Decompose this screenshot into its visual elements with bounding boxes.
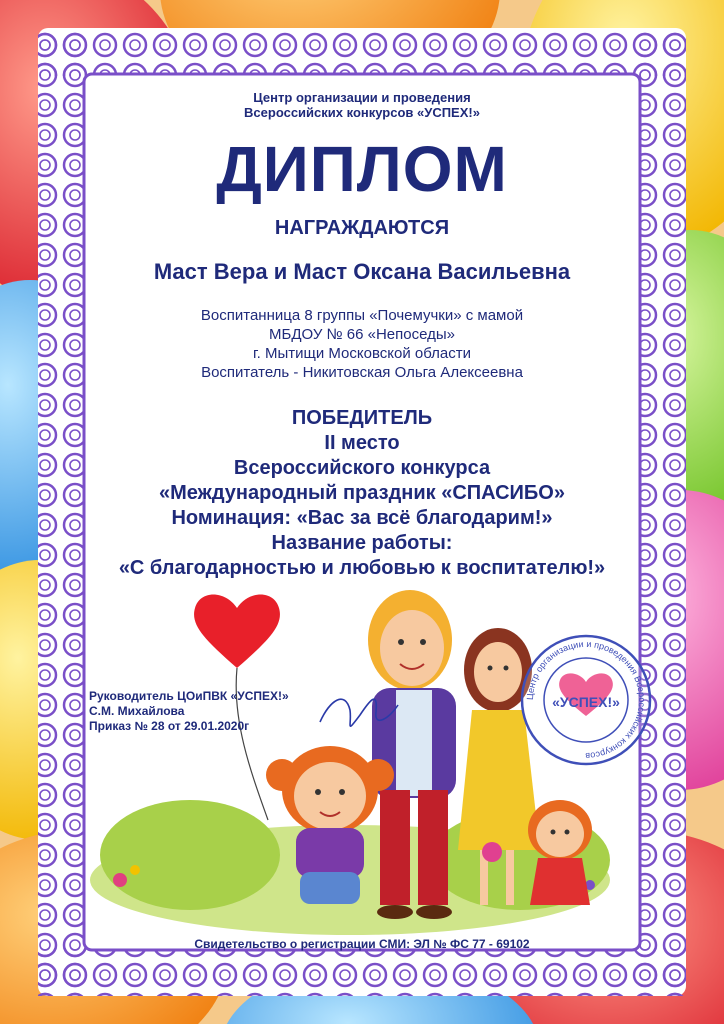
detail-line-2: МБДОУ № 66 «Непоседы»: [268, 326, 455, 343]
contest-type: Всероссийского конкурса: [233, 457, 491, 479]
winner-place: II место: [324, 432, 400, 454]
detail-line-4: Воспитатель - Никитовская Ольга Алексеевна: [201, 364, 523, 381]
signatory-name: С.М. Михайлова: [89, 704, 185, 718]
diploma-title: ДИПЛОМ: [216, 133, 508, 205]
nomination: Номинация: «Вас за всё благодарим!»: [171, 507, 553, 529]
recipient-names: Маст Вера и Маст Оксана Васильевна: [153, 259, 571, 284]
order-number: Приказ № 28 от 29.01.2020г: [89, 719, 250, 733]
stamp-ring-text: Центр организации и проведения Всероссийских конкурсов: [524, 638, 648, 762]
stamp-seal: [522, 636, 650, 764]
work-label: Название работы:: [271, 532, 453, 554]
awarded-label: НАГРАЖДАЮТСЯ: [274, 217, 450, 239]
organizer-line-2: Всероссийских конкурсов «УСПЕХ!»: [244, 105, 480, 120]
stamp-center-text: «УСПЕХ!»: [552, 694, 620, 710]
detail-line-3: г. Мытищи Московской области: [253, 345, 471, 362]
organizer-line-1: Центр организации и проведения: [253, 90, 471, 105]
registration-certificate: Свидетельство о регистрации СМИ: ЭЛ № ФС 77 - 69102: [194, 937, 530, 951]
winner-status: ПОБЕДИТЕЛЬ: [291, 407, 433, 429]
signatory-position: Руководитель ЦОиПВК «УСПЕХ!»: [89, 689, 289, 703]
contest-name: «Международный праздник «СПАСИБО»: [159, 482, 565, 504]
detail-line-1: Воспитанница 8 группы «Почемучки» с мамой: [200, 307, 524, 324]
work-title: «С благодарностью и любовью к воспитателю!»: [118, 557, 606, 579]
